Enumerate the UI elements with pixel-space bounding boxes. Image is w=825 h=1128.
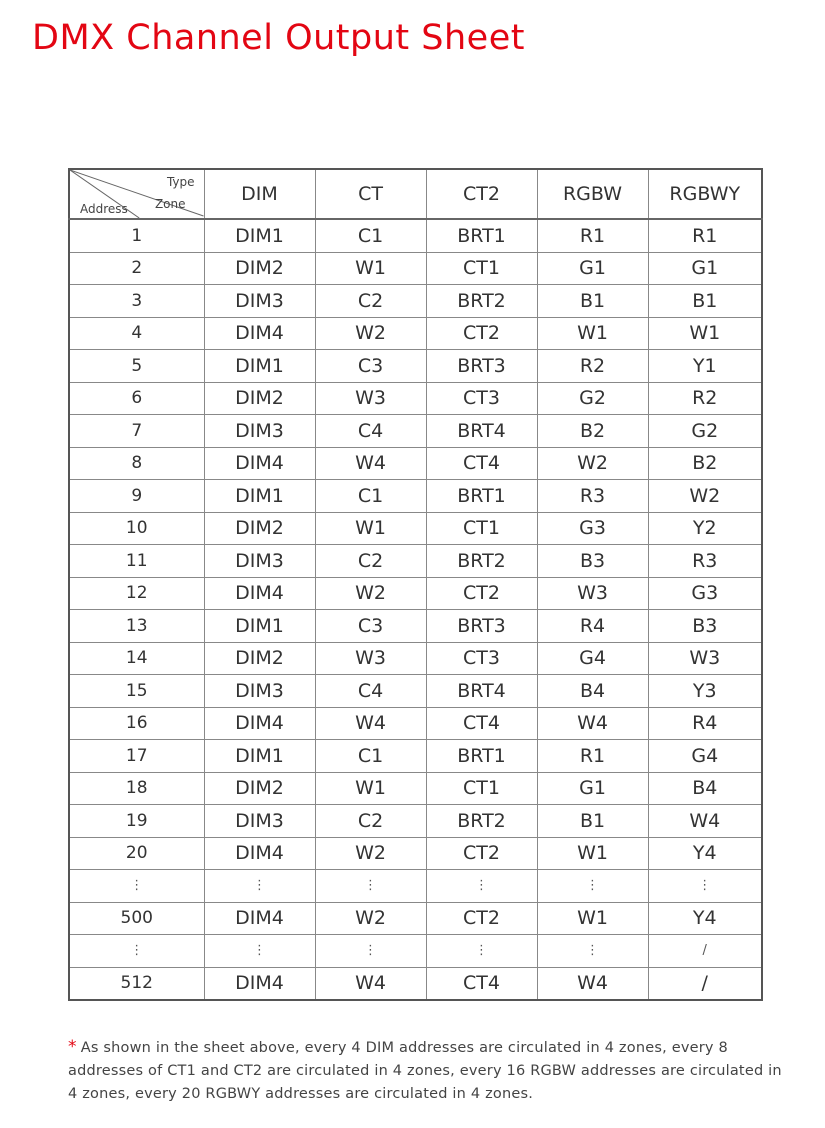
cell-rgbw: W2 — [537, 447, 648, 480]
cell-ct: W4 — [315, 447, 426, 480]
footnote — [68, 1036, 783, 1106]
column-header-ct: CT — [315, 169, 426, 219]
cell-ct: W2 — [315, 577, 426, 610]
cell-ct: W1 — [315, 772, 426, 805]
cell-rgbwy: W2 — [648, 480, 762, 513]
cell-rgbw: G1 — [537, 772, 648, 805]
cell-rgbw: W4 — [537, 967, 648, 1000]
dmx-channel-table — [68, 168, 763, 1001]
cell-rgbwy: G1 — [648, 252, 762, 285]
table-row — [69, 740, 762, 773]
cell-rgbwy: W3 — [648, 642, 762, 675]
cell-rgbwy: W4 — [648, 805, 762, 838]
cell-rgbw: ⋮ — [537, 935, 648, 968]
table-row — [69, 577, 762, 610]
cell-address: 6 — [69, 382, 204, 415]
cell-rgbwy: W1 — [648, 317, 762, 350]
table-row — [69, 870, 762, 903]
cell-dim: DIM2 — [204, 382, 315, 415]
table-row — [69, 415, 762, 448]
table-row — [69, 805, 762, 838]
cell-ct2: BRT1 — [426, 480, 537, 513]
column-header-dim: DIM — [204, 169, 315, 219]
cell-address: 18 — [69, 772, 204, 805]
cell-dim: DIM2 — [204, 772, 315, 805]
cell-dim: DIM3 — [204, 675, 315, 708]
cell-ct2: BRT4 — [426, 415, 537, 448]
table-row — [69, 935, 762, 968]
table-row — [69, 545, 762, 578]
cell-address: 5 — [69, 350, 204, 383]
cell-rgbwy: G4 — [648, 740, 762, 773]
table-row — [69, 772, 762, 805]
cell-ct: C1 — [315, 219, 426, 252]
cell-rgbw: B2 — [537, 415, 648, 448]
cell-rgbwy: Y3 — [648, 675, 762, 708]
cell-ct2: BRT1 — [426, 219, 537, 252]
cell-dim: DIM1 — [204, 219, 315, 252]
cell-rgbw: R1 — [537, 740, 648, 773]
cell-rgbw: G1 — [537, 252, 648, 285]
cell-ct: W2 — [315, 902, 426, 935]
cell-ct: C4 — [315, 415, 426, 448]
cell-ct: W3 — [315, 642, 426, 675]
cell-ct: C1 — [315, 740, 426, 773]
cell-rgbwy: / — [648, 967, 762, 1000]
cell-ct: W4 — [315, 967, 426, 1000]
page-title: DMX Channel Output Sheet — [32, 18, 525, 58]
corner-label-zone: Zone — [154, 197, 186, 211]
cell-ct2: CT4 — [426, 707, 537, 740]
table-row — [69, 252, 762, 285]
table-body — [69, 219, 762, 1000]
table-row — [69, 675, 762, 708]
cell-address: 512 — [69, 967, 204, 1000]
cell-dim: DIM3 — [204, 545, 315, 578]
cell-ct: C3 — [315, 610, 426, 643]
cell-rgbw: B3 — [537, 545, 648, 578]
cell-address: 500 — [69, 902, 204, 935]
cell-rgbw: ⋮ — [537, 870, 648, 903]
cell-address: 10 — [69, 512, 204, 545]
cell-rgbwy: R3 — [648, 545, 762, 578]
cell-rgbwy: ⋮ — [648, 870, 762, 903]
cell-address: 16 — [69, 707, 204, 740]
cell-rgbw: W1 — [537, 317, 648, 350]
cell-rgbw: R1 — [537, 219, 648, 252]
cell-rgbw: G3 — [537, 512, 648, 545]
table-header-row — [69, 169, 762, 219]
cell-rgbw: B1 — [537, 805, 648, 838]
column-header-rgbw: RGBW — [537, 169, 648, 219]
cell-rgbw: W1 — [537, 837, 648, 870]
cell-rgbwy: Y2 — [648, 512, 762, 545]
table-row — [69, 707, 762, 740]
asterisk-icon: * — [68, 1037, 77, 1057]
cell-dim: ⋮ — [204, 870, 315, 903]
cell-ct: C2 — [315, 285, 426, 318]
cell-dim: DIM4 — [204, 902, 315, 935]
cell-address: 3 — [69, 285, 204, 318]
cell-dim: DIM3 — [204, 415, 315, 448]
cell-ct2: BRT3 — [426, 350, 537, 383]
cell-rgbwy: B2 — [648, 447, 762, 480]
cell-ct: W3 — [315, 382, 426, 415]
table-row — [69, 837, 762, 870]
cell-ct2: BRT2 — [426, 545, 537, 578]
cell-rgbwy: R4 — [648, 707, 762, 740]
table-row — [69, 285, 762, 318]
table-row — [69, 967, 762, 1000]
cell-ct2: ⋮ — [426, 935, 537, 968]
cell-ct2: BRT2 — [426, 285, 537, 318]
cell-dim: DIM4 — [204, 707, 315, 740]
cell-ct: C3 — [315, 350, 426, 383]
cell-dim: DIM4 — [204, 967, 315, 1000]
table-row — [69, 382, 762, 415]
cell-rgbwy: / — [648, 935, 762, 968]
table-row — [69, 480, 762, 513]
cell-dim: DIM4 — [204, 317, 315, 350]
cell-dim: DIM2 — [204, 642, 315, 675]
cell-rgbwy: Y1 — [648, 350, 762, 383]
cell-address: 17 — [69, 740, 204, 773]
cell-address: 2 — [69, 252, 204, 285]
cell-rgbw: B1 — [537, 285, 648, 318]
cell-rgbw: R2 — [537, 350, 648, 383]
cell-rgbw: R3 — [537, 480, 648, 513]
cell-ct2: BRT3 — [426, 610, 537, 643]
column-header-rgbwy: RGBWY — [648, 169, 762, 219]
cell-ct: C2 — [315, 805, 426, 838]
cell-ct2: CT1 — [426, 512, 537, 545]
cell-dim: DIM4 — [204, 447, 315, 480]
cell-ct2: CT2 — [426, 837, 537, 870]
cell-rgbw: R4 — [537, 610, 648, 643]
cell-address: 11 — [69, 545, 204, 578]
table-row — [69, 512, 762, 545]
footnote-text: As shown in the sheet above, every 4 DIM addresses are circulated in 4 zones, every 8 addresses of CT1 and CT2 are circulated in 4 zones, every 16 RGBW addresses are circulated in 4 zones, every 20 RGBWY addresses are circulated in 4 zones. — [68, 1040, 782, 1102]
column-header-ct2: CT2 — [426, 169, 537, 219]
cell-rgbw: W4 — [537, 707, 648, 740]
cell-ct2: BRT1 — [426, 740, 537, 773]
cell-rgbwy: B3 — [648, 610, 762, 643]
cell-ct2: BRT2 — [426, 805, 537, 838]
corner-label-address: Address — [80, 202, 128, 216]
cell-dim: DIM3 — [204, 805, 315, 838]
table-row — [69, 902, 762, 935]
cell-dim: DIM4 — [204, 577, 315, 610]
cell-ct2: CT3 — [426, 382, 537, 415]
cell-address: 4 — [69, 317, 204, 350]
cell-ct: C2 — [315, 545, 426, 578]
corner-label-type: Type — [166, 175, 195, 189]
cell-ct2: CT4 — [426, 967, 537, 1000]
cell-address: 14 — [69, 642, 204, 675]
cell-dim: DIM3 — [204, 285, 315, 318]
table-row — [69, 447, 762, 480]
cell-address: 12 — [69, 577, 204, 610]
cell-ct2: CT1 — [426, 772, 537, 805]
cell-dim: ⋮ — [204, 935, 315, 968]
cell-ct2: CT2 — [426, 317, 537, 350]
table-row — [69, 610, 762, 643]
cell-ct: W2 — [315, 837, 426, 870]
cell-ct: W1 — [315, 512, 426, 545]
cell-address: ⋮ — [69, 870, 204, 903]
cell-ct2: BRT4 — [426, 675, 537, 708]
table-row — [69, 219, 762, 252]
cell-dim: DIM1 — [204, 740, 315, 773]
cell-rgbwy: R2 — [648, 382, 762, 415]
cell-address: 8 — [69, 447, 204, 480]
cell-address: ⋮ — [69, 935, 204, 968]
cell-ct2: CT1 — [426, 252, 537, 285]
cell-address: 19 — [69, 805, 204, 838]
cell-address: 9 — [69, 480, 204, 513]
cell-rgbwy: B1 — [648, 285, 762, 318]
header-corner-cell — [69, 169, 204, 219]
cell-ct: ⋮ — [315, 870, 426, 903]
table-row — [69, 317, 762, 350]
cell-address: 7 — [69, 415, 204, 448]
cell-dim: DIM4 — [204, 837, 315, 870]
cell-ct2: CT3 — [426, 642, 537, 675]
cell-rgbwy: Y4 — [648, 902, 762, 935]
cell-rgbw: G4 — [537, 642, 648, 675]
cell-ct: C1 — [315, 480, 426, 513]
cell-ct: C4 — [315, 675, 426, 708]
cell-rgbwy: R1 — [648, 219, 762, 252]
cell-dim: DIM2 — [204, 252, 315, 285]
cell-ct: W4 — [315, 707, 426, 740]
cell-rgbwy: B4 — [648, 772, 762, 805]
cell-dim: DIM1 — [204, 350, 315, 383]
table-row — [69, 350, 762, 383]
cell-ct2: ⋮ — [426, 870, 537, 903]
cell-rgbw: W3 — [537, 577, 648, 610]
cell-dim: DIM1 — [204, 610, 315, 643]
cell-ct: W1 — [315, 252, 426, 285]
cell-address: 1 — [69, 219, 204, 252]
cell-rgbwy: G2 — [648, 415, 762, 448]
cell-ct2: CT4 — [426, 447, 537, 480]
cell-rgbw: W1 — [537, 902, 648, 935]
cell-ct2: CT2 — [426, 577, 537, 610]
cell-ct: ⋮ — [315, 935, 426, 968]
cell-dim: DIM1 — [204, 480, 315, 513]
cell-address: 13 — [69, 610, 204, 643]
cell-address: 20 — [69, 837, 204, 870]
cell-rgbw: G2 — [537, 382, 648, 415]
cell-dim: DIM2 — [204, 512, 315, 545]
cell-ct: W2 — [315, 317, 426, 350]
cell-ct2: CT2 — [426, 902, 537, 935]
cell-rgbwy: G3 — [648, 577, 762, 610]
cell-rgbw: B4 — [537, 675, 648, 708]
table-row — [69, 642, 762, 675]
cell-rgbwy: Y4 — [648, 837, 762, 870]
cell-address: 15 — [69, 675, 204, 708]
